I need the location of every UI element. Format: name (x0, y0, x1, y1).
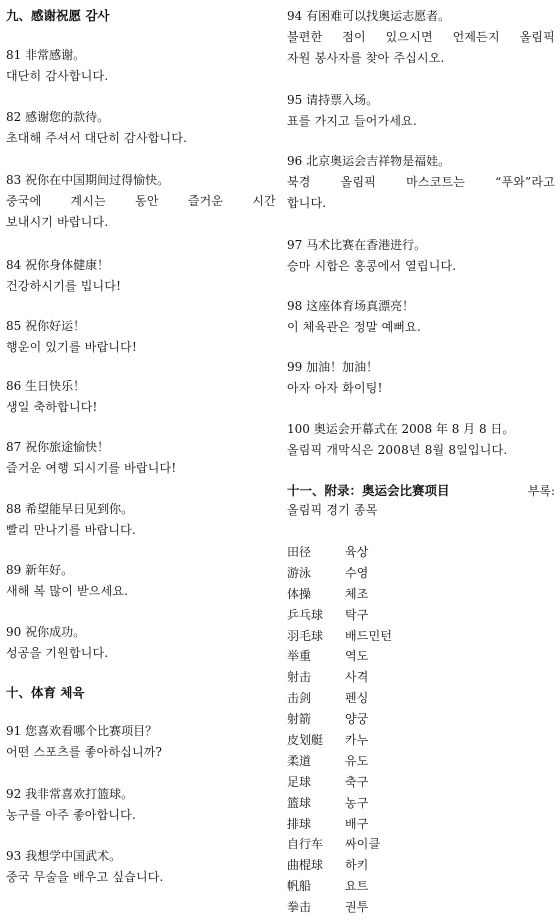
sport-korean-name: 사격 (345, 670, 369, 685)
korean-text: 성공을 기원합니다. (6, 646, 109, 660)
phrase-entry-91 (6, 721, 276, 763)
chinese-text: 94 有困难可以找奥运志愿者。 (287, 9, 451, 23)
korean-text: 생일 축하합니다! (6, 400, 98, 414)
korean-text: 초대해 주셔서 대단히 감사합니다. (6, 131, 188, 145)
korean-text: 건강하시기를 빕니다! (6, 279, 122, 293)
sport-item (287, 709, 397, 730)
korean-text: 표를 가지고 들어가세요. (287, 114, 417, 128)
sport-chinese-name: 帆船 (287, 879, 312, 894)
korean-text-line-2: 합니다. (287, 196, 327, 210)
chinese-text: 87 祝你旅途愉快！ (6, 440, 110, 454)
sport-chinese-name: 击剑 (287, 691, 312, 706)
korean-text: 행운이 있기를 바랍니다! (6, 340, 137, 354)
sport-korean-name: 싸이클 (345, 837, 381, 852)
sport-korean-name: 하키 (345, 858, 369, 873)
sport-chinese-name: 射击 (287, 670, 312, 685)
chinese-text: 86 生日快乐！ (6, 379, 86, 393)
phrase-entry-94 (287, 6, 555, 69)
korean-text: 이 체육관은 정말 예뻐요. (287, 320, 421, 334)
sport-chinese-name: 曲棍球 (287, 858, 324, 873)
sport-chinese-name: 拳击 (287, 900, 312, 915)
sport-item (287, 814, 397, 835)
korean-text: 빨리 만나기를 바랍니다. (6, 523, 136, 537)
chinese-text: 91 您喜欢看哪个比赛项目？ (6, 724, 158, 738)
sport-chinese-name: 乒乓球 (287, 607, 324, 622)
phrase-entry-95 (287, 90, 555, 132)
sport-chinese-name: 羽毛球 (287, 628, 324, 643)
phrase-entry-84 (6, 255, 276, 297)
sport-chinese-name: 篮球 (287, 795, 312, 810)
chinese-text: 96 北京奥运会吉祥物是福娃。 (287, 154, 451, 168)
korean-text: 아자 아자 화이팅! (287, 381, 383, 395)
section-heading-10: 十、体育 체육 (6, 685, 85, 700)
chinese-text: 95 请持票入场。 (287, 93, 379, 107)
chinese-text: 84 祝你身体健康！ (6, 258, 110, 272)
chinese-text: 81 非常感谢。 (6, 48, 86, 62)
chinese-text: 89 新年好。 (6, 563, 74, 577)
sport-korean-name: 체조 (345, 586, 369, 601)
chinese-text: 83 祝你在中国期间过得愉快。 (6, 173, 170, 187)
phrase-entry-88 (6, 499, 276, 541)
sport-item (287, 855, 397, 876)
sport-item (287, 751, 397, 772)
sport-chinese-name: 田径 (287, 545, 312, 559)
phrase-entry-98 (287, 296, 555, 338)
sport-korean-name: 양궁 (345, 712, 369, 727)
korean-text: 중국 무술을 배우고 싶습니다. (6, 870, 164, 884)
chinese-text: 85 祝你好运！ (6, 319, 86, 333)
chinese-text: 92 我非常喜欢打篮球。 (6, 787, 134, 801)
sport-item (287, 605, 397, 626)
phrase-entry-96 (287, 151, 555, 214)
sport-item (287, 542, 397, 563)
chinese-text: 82 感谢您的款待。 (6, 110, 110, 124)
sport-korean-name: 수영 (345, 565, 369, 580)
sport-korean-name: 배드민턴 (345, 628, 393, 643)
korean-text: 대단히 감사합니다. (6, 69, 109, 83)
sport-item (287, 834, 397, 855)
phrase-entry-82 (6, 107, 276, 149)
chinese-text: 97 马术比赛在香港进行。 (287, 238, 427, 252)
sport-chinese-name: 皮划艇 (287, 733, 324, 748)
sport-chinese-name: 体操 (287, 586, 312, 601)
sport-item (287, 772, 397, 793)
chinese-text: 88 希望能早日见到你。 (6, 502, 134, 516)
sport-chinese-name: 足球 (287, 774, 312, 789)
sport-korean-name: 유도 (345, 753, 369, 768)
sport-korean-name: 권투 (345, 900, 369, 915)
sport-korean-name: 카누 (345, 733, 369, 748)
section-heading-11-korean: 올림픽 경기 종목 (287, 503, 378, 517)
korean-text-line-1: 중국에 계시는 동안 즐거운 시간 (6, 194, 276, 208)
sport-item (287, 876, 397, 897)
korean-text-line-1: 불편한 점이 있으시면 언제든지 올림픽 (287, 30, 555, 44)
korean-text-line-2: 보내시기 바랍니다. (6, 215, 109, 229)
phrase-entry-92 (6, 784, 276, 826)
chinese-text: 93 我想学中国武术。 (6, 849, 122, 863)
korean-text-line-2: 자원 봉사자를 찾아 주십시오. (287, 51, 445, 65)
chinese-text: 90 祝你成功。 (6, 625, 86, 639)
sport-item (287, 793, 397, 814)
sport-korean-name: 역도 (345, 649, 369, 664)
phrase-entry-99 (287, 357, 555, 399)
section-heading-11: 十一、附录：奥运会比赛项目 (287, 483, 450, 498)
sport-korean-name: 배구 (345, 816, 369, 831)
sports-list (287, 542, 397, 918)
phrase-entry-90 (6, 622, 276, 664)
phrase-entry-100 (287, 419, 555, 461)
sport-chinese-name: 举重 (287, 649, 312, 664)
sport-item (287, 730, 397, 751)
korean-text: 새해 복 많이 받으세요. (6, 584, 129, 598)
korean-text: 승마 시합은 홍콩에서 열립니다. (287, 259, 457, 273)
sport-chinese-name: 游泳 (287, 565, 312, 580)
korean-text: 어떤 스포츠를 좋아하십니까? (6, 745, 163, 759)
korean-text-line-1: 북경 올림픽 마스코트는 “푸와”라고 (287, 175, 555, 189)
sport-item (287, 688, 397, 709)
phrase-entry-83 (6, 170, 276, 233)
chinese-text: 98 这座体育场真漂亮！ (287, 299, 415, 313)
sport-chinese-name: 射箭 (287, 712, 312, 727)
sport-chinese-name: 柔道 (287, 753, 312, 768)
phrase-entry-86 (6, 376, 276, 418)
sport-item (287, 897, 397, 918)
phrase-entry-93 (6, 846, 276, 888)
sport-korean-name: 요트 (345, 879, 369, 894)
sport-korean-name: 펜싱 (345, 691, 369, 706)
sport-item (287, 563, 397, 584)
chinese-text: 100 奥运会开幕式在 2008 年 8 月 8 日。 (287, 422, 515, 436)
sport-chinese-name: 自行车 (287, 837, 324, 852)
korean-text: 농구를 아주 좋아합니다. (6, 808, 136, 822)
korean-text: 올림픽 개막식은 2008년 8월 8일입니다. (287, 443, 508, 457)
sport-chinese-name: 排球 (287, 816, 312, 831)
sport-korean-name: 육상 (345, 545, 369, 559)
sport-item (287, 626, 397, 647)
phrase-entry-81 (6, 45, 276, 87)
phrase-entry-89 (6, 560, 276, 602)
phrase-entry-97 (287, 235, 555, 277)
section-heading-11-korean-prefix: 부록: (527, 484, 555, 498)
korean-text: 즐거운 여행 되시기를 바랍니다! (6, 461, 177, 475)
sport-item (287, 667, 397, 688)
section-heading-9: 九、感谢祝愿 감사 (6, 8, 110, 23)
chinese-text: 99 加油！加油！ (287, 360, 379, 374)
sport-item (287, 584, 397, 605)
phrase-entry-87 (6, 437, 276, 479)
sport-item (287, 646, 397, 667)
sport-korean-name: 탁구 (345, 607, 369, 622)
phrase-entry-85 (6, 316, 276, 358)
sport-korean-name: 농구 (345, 795, 369, 810)
sport-korean-name: 축구 (345, 774, 369, 789)
